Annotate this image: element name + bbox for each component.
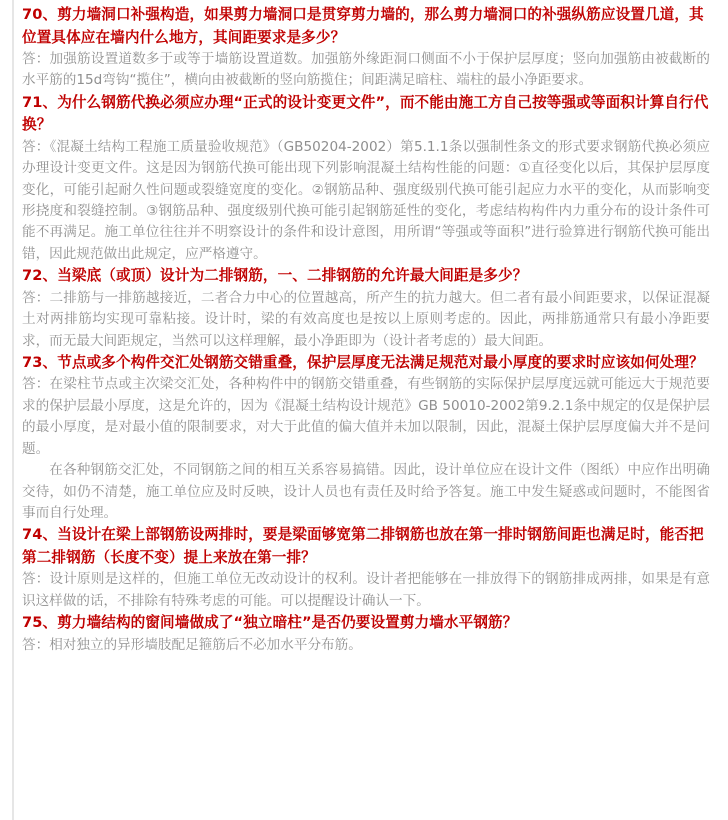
answer-text: 在梁柱节点或主次梁交汇处，各种构件中的钢筋交错重叠，有些钢筋的实际保护层厚度远就可能远大于规范要求的保护层最小厚度，这是允许的，因为《混凝土结构设计规范》GB 50010-2002第9.2.1条中规定的仅是保护层的最小厚度，是对最小值的限制要求，对大于此值的偏大值并未加以限制，因此，混凝土保护层厚度偏大并不是问题。 <box>22 376 711 457</box>
answer-73 <box>22 374 710 460</box>
question-72: 72、当梁底（或顶）设计为二排钢筋，一、二排钢筋的允许最大间距是多少？ <box>22 267 528 285</box>
qa-item-70 <box>22 4 710 92</box>
document-page <box>12 0 716 820</box>
qa-item-71 <box>22 92 710 265</box>
answer-prefix: 答： <box>22 571 50 588</box>
answer-text: 二排筋与一排筋越接近，二者合力中心的位置越高，所产生的抗力越大。但二者有最小间距要求，以保证混凝土对两排筋均实现可靠粘接。设计时，梁的有效高度也是按以上原则考虑的。因此，两排筋通常只有最小净距要求，而无最大间距规定，当然可以这样理解，最小净距即为（设计者考虑的）最大间距。 <box>22 289 711 349</box>
answer-71 <box>22 137 710 265</box>
question-75: 75、剪力墙结构的窗间墙做成了“独立暗柱”是否仍要设置剪力墙水平钢筋？ <box>22 614 518 632</box>
answer-70 <box>22 49 710 92</box>
qa-item-73 <box>22 352 710 524</box>
answer-prefix: 答： <box>22 636 50 653</box>
qa-item-74 <box>22 524 710 612</box>
answer-prefix: 答： <box>22 376 50 393</box>
qa-item-72 <box>22 265 710 352</box>
answer-prefix: 答： <box>22 138 50 155</box>
answer-text: 设计原则是这样的，但施工单位无改动设计的权利。设计者把能够在一排放得下的钢筋排成两排，如果是有意识这样做的话，不排除有特殊考虑的可能。可以提醒设计确认一下。 <box>22 571 711 609</box>
question-71: 71、为什么钢筋代换必须应办理“正式的设计变更文件”，而不能由施工方自己按等强或等面积计算自行代换？ <box>22 93 709 134</box>
question-74: 74、当设计在梁上部钢筋设两排时，要是梁面够宽第二排钢筋也放在第一排时钢筋间距也满足时，能否把第二排钢筋（长度不变）提上来放在第一排？ <box>22 526 704 566</box>
answer-74 <box>22 569 710 612</box>
question-70: 70、剪力墙洞口补强构造，如果剪力墙洞口是贯穿剪力墙的，那么剪力墙洞口的补强纵筋应设置几道，其位置具体应在墙内什么地方，其间距要求是多少？ <box>22 6 704 46</box>
qa-item-75 <box>22 612 710 656</box>
answer-72 <box>22 288 710 352</box>
answer-75 <box>22 635 710 656</box>
answer-text: 加强筋设置道数多于或等于墙筋设置道数。加强筋外缘距洞口侧面不小于保护层厚度；竖向加强筋由被截断的水平筋的15d弯钩“揽住”，横向由被截断的竖向筋揽住；间距满足暗柱、端柱的最小净距要求。 <box>22 51 711 89</box>
answer-prefix: 答： <box>22 51 50 67</box>
question-73: 73、节点或多个构件交汇处钢筋交错重叠，保护层厚度无法满足规范对最小厚度的要求时应该如何处理？ <box>22 353 704 371</box>
answer-text: 相对独立的异形墙肢配足箍筋后不必加水平分布筋。 <box>49 636 362 653</box>
answer-prefix: 答： <box>22 289 50 306</box>
answer-73-paragraph-2: 在各种钢筋交汇处，不同钢筋之间的相互关系容易搞错。因此，设计单位应在设计文件（图纸）中应作出明确交待，如仍不清楚，施工单位应及时反映，设计人员也有责任及时给予答复。施工中发生疑惑或问题时，不能图省事而自行处理。 <box>22 462 710 521</box>
answer-text: 《混凝土结构工程施工质量验收规范》（GB50204-2002）第5.1.1条以强制性条文的形式要求钢筋代换必须应办理设计变更文件。这是因为钢筋代换可能出现下列影响混凝土结构性能的问题：①直径变化以后，其保护层厚度变化，可能引起耐久性问题或裂缝宽度的变化。②钢筋品种、强度级别代换可能引起应力水平的变化，从而影响变形挠度和裂缝控制。③钢筋品种、强度级别代换可能引起钢筋延性的变化，考虑结构构件内力重分布的设计条件可能不再满足。施工单位往往并不明察设计的条件和设计意图，用所谓“等强或等面积”进行验算进行钢筋代换可能出错，因此规范做出此规定，应严格遵守。 <box>22 138 711 262</box>
